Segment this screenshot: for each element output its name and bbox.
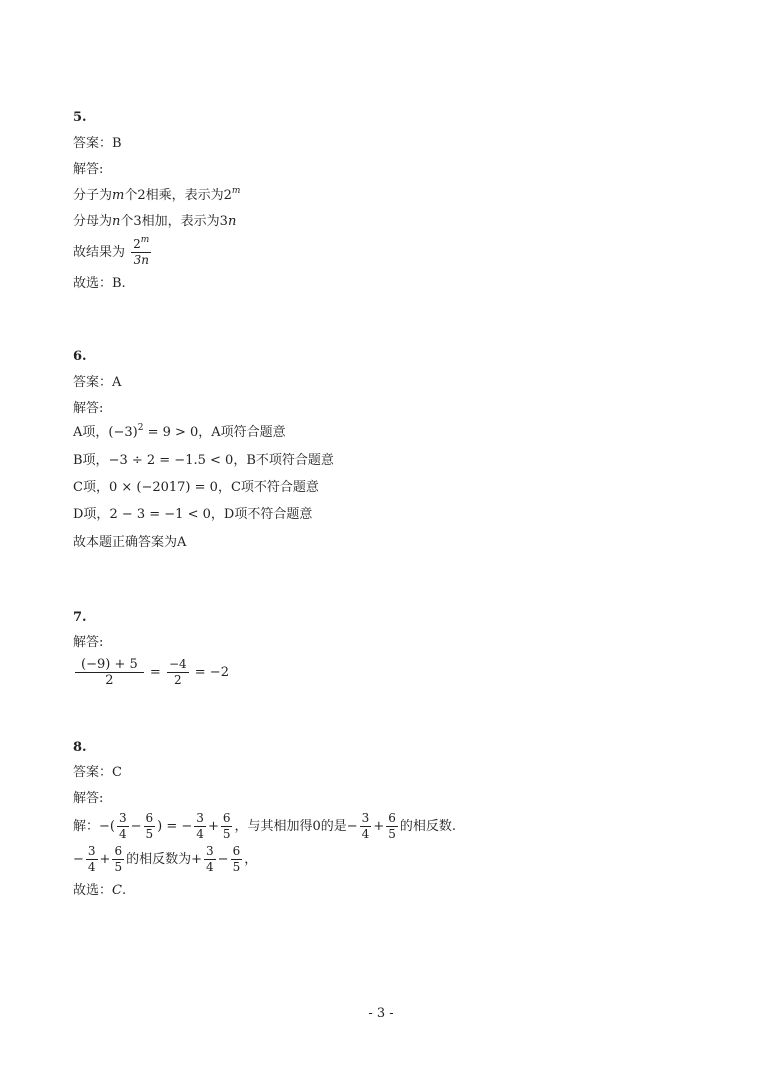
exponent: 2	[137, 423, 144, 433]
num: 3	[118, 811, 127, 825]
q5-answer: 答案：B	[73, 136, 122, 151]
text: 的相反数为	[126, 852, 192, 867]
op: −	[217, 852, 229, 867]
text: ，B不项符合题意	[233, 453, 334, 468]
fraction-2	[167, 657, 189, 688]
q6-option-a	[73, 425, 286, 441]
op: ) = −	[157, 819, 193, 834]
text: 分子为	[73, 188, 113, 203]
equals: =	[149, 665, 161, 680]
q8-answer: 答案：C	[73, 765, 122, 780]
q6-option-d	[73, 507, 312, 523]
text: D项，	[73, 507, 110, 522]
var: C	[112, 883, 122, 898]
text: A项，	[73, 425, 109, 440]
q5-number: 5.	[73, 110, 87, 125]
q7-analysis-label: 解答:	[73, 635, 104, 650]
text: 故结果为	[73, 245, 126, 260]
num: 6	[222, 811, 231, 825]
den: 2	[173, 673, 182, 687]
fraction	[231, 844, 243, 875]
num: 3	[87, 844, 96, 858]
text: ，D项不符合题意	[210, 507, 313, 522]
fraction	[360, 811, 372, 842]
op: +	[207, 819, 219, 834]
den: 4	[196, 827, 204, 841]
var: n	[112, 214, 121, 229]
num: 6	[145, 811, 154, 825]
den: 5	[222, 827, 231, 841]
den: 5	[388, 827, 396, 841]
q6-analysis-label: 解答:	[73, 401, 104, 416]
expr: (−3)	[108, 425, 138, 440]
den: 3n	[133, 253, 149, 267]
fraction-1	[75, 657, 144, 688]
op: −(	[99, 819, 115, 834]
exponent: m	[231, 186, 241, 196]
text: C项，	[73, 480, 109, 495]
q5-line-numerator	[73, 188, 240, 204]
text: ，C项不符合题意	[217, 480, 319, 495]
fraction	[117, 811, 129, 842]
q6-option-c	[73, 480, 319, 496]
text: 个2相乘，表示为2	[124, 188, 232, 203]
num: 3	[206, 844, 214, 858]
text: 故选：	[73, 883, 113, 898]
exponent: m	[140, 235, 150, 245]
fraction	[112, 844, 124, 875]
text: 解：	[73, 819, 100, 834]
num: 6	[114, 844, 123, 858]
text: 的相反数.	[399, 819, 456, 834]
den: 4	[206, 860, 214, 874]
den: 4	[87, 860, 96, 874]
result-fraction	[131, 237, 151, 268]
op: +	[99, 852, 111, 867]
q8-line-2	[73, 843, 257, 877]
text: B项，	[73, 453, 109, 468]
num: 6	[388, 811, 396, 825]
page-number: - 3 -	[368, 1006, 394, 1021]
op: +	[191, 852, 203, 867]
var: m	[112, 188, 125, 203]
q7-number: 7.	[73, 610, 87, 625]
den: 5	[145, 827, 154, 841]
fraction	[204, 844, 216, 875]
fraction	[194, 811, 206, 842]
op: −	[346, 819, 358, 834]
text: ，	[244, 852, 258, 867]
expr: −3 ÷ 2 = −1.5 < 0	[108, 453, 234, 468]
num: −4	[168, 657, 187, 671]
num: 3	[196, 811, 204, 825]
expr: 2 − 3 = −1 < 0	[109, 507, 211, 522]
q8-number: 8.	[73, 740, 87, 755]
text: 分母为	[73, 214, 113, 229]
fraction	[386, 811, 398, 842]
den: 4	[361, 827, 370, 841]
q6-option-b	[73, 453, 334, 469]
fraction	[86, 844, 98, 875]
q8-analysis-label: 解答:	[73, 791, 104, 806]
q5-line-result	[73, 236, 153, 270]
num: 2	[133, 237, 141, 251]
text: 个3相加，表示为3	[120, 214, 228, 229]
text: ，A项符合题意	[198, 425, 286, 440]
den: 5	[232, 860, 241, 874]
op: +	[373, 819, 385, 834]
q7-equation	[73, 656, 229, 690]
q5-line-denominator	[73, 214, 236, 230]
q6-conclusion: 故本题正确答案为A	[73, 535, 187, 550]
q5-analysis-label: 解答:	[73, 162, 104, 177]
var: n	[227, 214, 237, 229]
q8-line-1	[73, 810, 456, 844]
q5-conclusion: 故选：B.	[73, 276, 126, 291]
op: −	[130, 819, 142, 834]
expr: 0 × (−2017) = 0	[108, 480, 218, 495]
q6-answer: 答案：A	[73, 375, 122, 390]
den: 5	[114, 860, 123, 874]
q6-number: 6.	[73, 349, 87, 364]
q8-conclusion	[73, 883, 126, 899]
num: 6	[232, 844, 241, 858]
num: (−9) + 5	[81, 657, 138, 672]
fraction	[221, 811, 233, 842]
den: 2	[105, 673, 114, 688]
op: −	[73, 852, 84, 867]
den: 4	[118, 827, 127, 841]
expr: = 9 > 0	[143, 425, 199, 440]
fraction	[144, 811, 156, 842]
text: ，与其相加得0的是	[234, 819, 347, 834]
text: .	[121, 883, 127, 898]
num: 3	[361, 811, 370, 825]
result: = −2	[194, 665, 229, 680]
